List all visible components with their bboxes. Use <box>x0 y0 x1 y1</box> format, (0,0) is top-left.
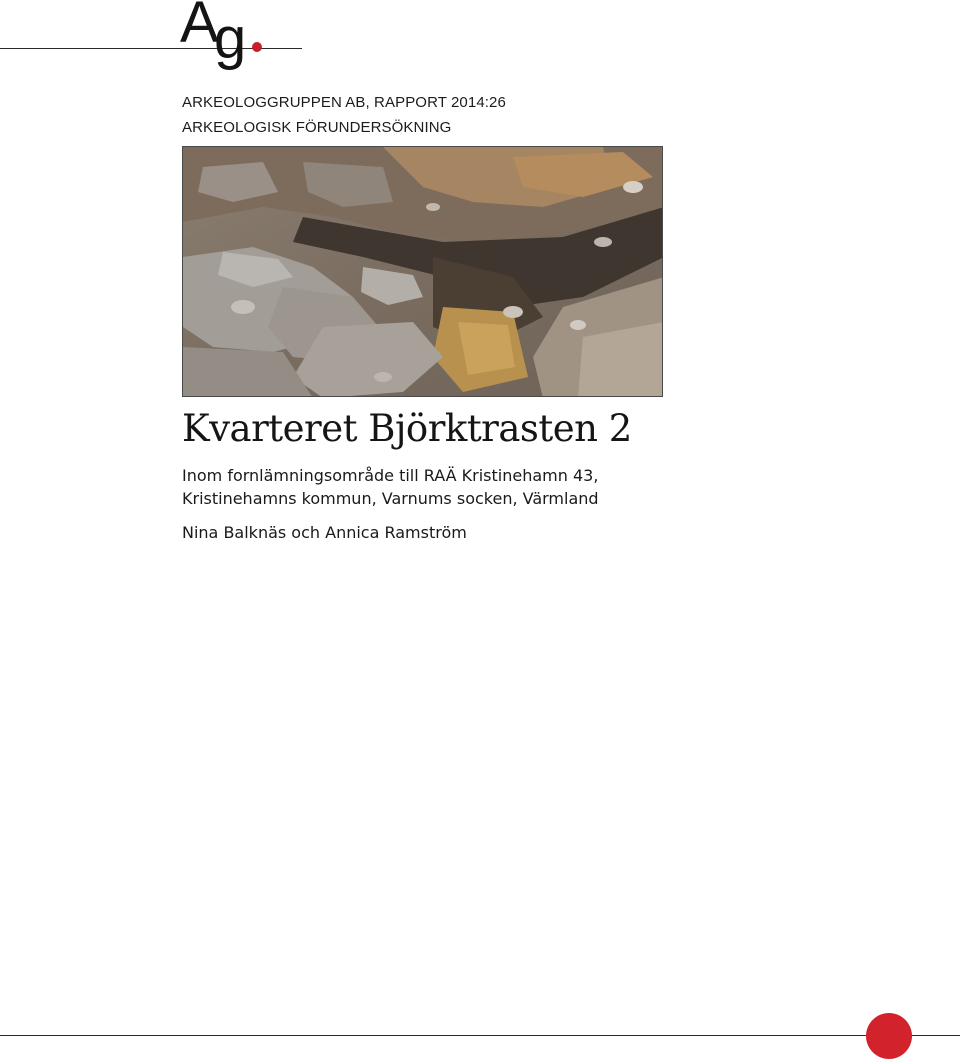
report-title: Kvarteret Björktrasten 2 <box>182 407 632 450</box>
report-series-line: ARKEOLOGGRUPPEN AB, RAPPORT 2014:26 <box>182 94 506 111</box>
cover-photo <box>182 146 663 397</box>
company-logo <box>178 0 278 82</box>
footer-rule <box>0 1035 960 1036</box>
report-subtitle <box>182 464 742 510</box>
subtitle-line: Kristinehamns kommun, Varnums socken, Värmland <box>182 489 599 508</box>
report-type-line: ARKEOLOGISK FÖRUNDERSÖKNING <box>182 119 452 136</box>
logo-dot-icon <box>252 42 262 52</box>
logo-letter-a: A <box>180 0 217 55</box>
footer-dot-icon <box>866 1013 912 1059</box>
subtitle-line: Inom fornlämningsområde till RAÄ Kristinehamn 43, <box>182 466 599 485</box>
report-authors: Nina Balknäs och Annica Ramström <box>182 523 467 542</box>
logo-letter-g: g <box>214 6 247 71</box>
